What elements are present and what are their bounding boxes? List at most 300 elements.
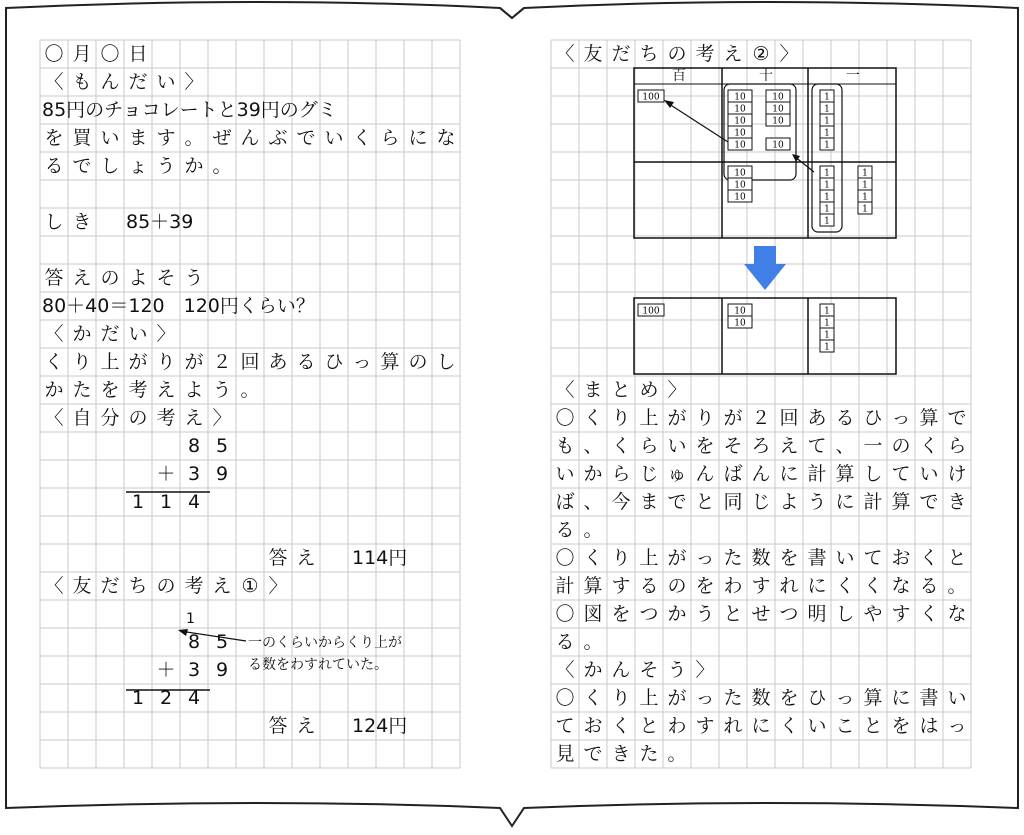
kadai-line-2-char: 。 <box>240 379 260 401</box>
kansou-line-char: に <box>751 715 771 737</box>
yosou-heading-char: の <box>100 267 120 289</box>
jibun-answer-label-char: 答 <box>268 547 288 569</box>
kansou-line-char: で <box>583 743 603 765</box>
tomo1-result-char: 1 <box>131 687 145 709</box>
mondai-line-3-char: ょ <box>128 155 148 177</box>
jibun-heading-char: 分 <box>100 407 120 429</box>
shiki-label-char: し <box>44 211 64 233</box>
jibun-result-char: 4 <box>187 491 201 513</box>
block-label: 1 <box>824 216 830 227</box>
kansou-line-char: 。 <box>667 743 687 765</box>
block-label: 1 <box>824 92 830 103</box>
yosou-heading-char: う <box>184 267 204 289</box>
kansou-line-char: を <box>891 715 911 737</box>
block-label: 10 <box>772 116 784 127</box>
matome-line-char: 〇 <box>555 603 575 625</box>
matome-line-char: く <box>919 603 939 625</box>
kansou-line-char: こ <box>835 715 855 737</box>
matome-line-char: そ <box>723 435 743 457</box>
kadai-line-1-char: く <box>44 351 64 373</box>
mondai-line-3-char: か <box>184 155 204 177</box>
block-label: 1 <box>824 330 830 341</box>
matome-line-char: い <box>919 463 939 485</box>
jibun-heading-char: の <box>128 407 148 429</box>
block-label: 1 <box>824 168 830 179</box>
kadai-line-2-char: た <box>72 379 92 401</box>
matome-line-char: れ <box>779 575 799 597</box>
matome-line-char: り <box>611 407 631 429</box>
matome-line-char: う <box>807 491 827 513</box>
kansou-line-char: わ <box>667 715 687 737</box>
matome-line-char: ろ <box>751 435 771 457</box>
mondai-line-2-char: す <box>156 127 176 149</box>
block-label: 10 <box>734 306 746 317</box>
kansou-line-char: く <box>611 715 631 737</box>
table-header-0: 百 <box>672 68 686 84</box>
mondai-line-2-char: に <box>408 127 428 149</box>
matome-line-char: 、 <box>835 435 855 457</box>
mondai-heading-char: ん <box>100 71 120 93</box>
matome-line-char: け <box>947 463 967 485</box>
tomo1-result-char: 4 <box>187 687 201 709</box>
matome-line-char: ら <box>639 435 659 457</box>
matome-line-char: く <box>611 435 631 457</box>
tomo2-heading-char: 〉 <box>779 43 799 65</box>
jibun-heading-char: 〉 <box>212 407 232 429</box>
yosou-heading-char: そ <box>156 267 176 289</box>
matome-line-char: で <box>947 407 967 429</box>
matome-line-char: う <box>695 603 715 625</box>
kansou-line-char: 書 <box>919 687 939 709</box>
matome-line-char: た <box>723 547 743 569</box>
mondai-line-3-char: し <box>100 155 120 177</box>
date-char: 日 <box>128 43 148 65</box>
matome-line-char: を <box>779 547 799 569</box>
matome-line-char: お <box>891 547 911 569</box>
mondai-line-3-char: う <box>156 155 176 177</box>
yosou-heading-char: よ <box>128 267 148 289</box>
mondai-line-3-char: る <box>44 155 64 177</box>
matome-line-char: る <box>919 575 939 597</box>
kansou-line-char: す <box>695 715 715 737</box>
matome-line-char: 数 <box>751 547 771 569</box>
matome-line-char: や <box>863 603 883 625</box>
tomo2-heading-char: ち <box>639 43 659 65</box>
block-label: 10 <box>734 318 746 329</box>
matome-line-char: い <box>555 463 575 485</box>
matome-line-char: り <box>611 547 631 569</box>
block-label: 1 <box>824 318 830 329</box>
tomo2-heading-char: 〈 <box>555 43 575 65</box>
matome-line-char: す <box>751 575 771 597</box>
tomo1-heading-char: ① <box>241 575 259 597</box>
matome-heading-char: と <box>611 379 631 401</box>
matome-line-char: を <box>695 575 715 597</box>
tomo1-top-char: 8 <box>187 631 201 653</box>
block-label: 1 <box>862 204 868 215</box>
matome-line-char: で <box>919 491 939 513</box>
mondai-heading-char: 〉 <box>184 71 204 93</box>
jibun-answer-value: 114円 <box>352 547 408 569</box>
matome-line-char: り <box>695 407 715 429</box>
matome-line-char: と <box>723 603 743 625</box>
kansou-line-char: っ <box>947 715 967 737</box>
block-label: 1 <box>824 104 830 115</box>
matome-line-char: の <box>891 435 911 457</box>
block-label: 10 <box>734 192 746 203</box>
kansou-line-char: い <box>947 687 967 709</box>
matome-line-char: な <box>891 575 911 597</box>
kansou-line-char: 〇 <box>555 687 575 709</box>
matome-line-char: 算 <box>835 463 855 485</box>
matome-line-char: つ <box>779 603 799 625</box>
matome-line-char: と <box>947 547 967 569</box>
matome-line-char: 明 <box>807 603 827 625</box>
shiki-expr: 85＋39 <box>126 211 194 233</box>
matome-line-char: ゅ <box>667 463 687 485</box>
kansou-heading-char: う <box>667 659 687 681</box>
kadai-line-1-char: が <box>184 351 204 373</box>
tomo1-heading-char: の <box>156 575 176 597</box>
kansou-heading-char: ん <box>611 659 631 681</box>
mondai-line-3-char: 。 <box>212 155 232 177</box>
tomo1-heading-char: 考 <box>184 575 204 597</box>
kadai-line-1-char: 算 <box>380 351 400 373</box>
matome-line-char: に <box>779 463 799 485</box>
matome-line-char: 図 <box>583 603 603 625</box>
matome-line-char: 。 <box>583 519 603 541</box>
block-label: 1 <box>862 192 868 203</box>
tomo2-heading-char: 考 <box>695 43 715 65</box>
matome-line-char: っ <box>891 407 911 429</box>
yosou-line: 80＋40＝120 120円くらい？ <box>42 295 315 317</box>
matome-heading-char: ま <box>583 379 603 401</box>
mondai-line-2-char: ん <box>240 127 260 149</box>
kadai-line-1-char: が <box>128 351 148 373</box>
kansou-line-char: を <box>779 687 799 709</box>
kansou-line-char: 算 <box>863 687 883 709</box>
tomo1-heading-char: 〉 <box>268 575 288 597</box>
block-label: 1 <box>824 204 830 215</box>
date-char: 〇 <box>44 43 64 65</box>
kansou-heading-char: か <box>583 659 603 681</box>
matome-line-char: ん <box>695 463 715 485</box>
kadai-heading-char: 〉 <box>156 323 176 345</box>
tomo2-heading-char: だ <box>611 43 631 65</box>
yosou-heading-char: 答 <box>44 267 64 289</box>
matome-line-char: じ <box>639 463 659 485</box>
kansou-line-char: く <box>583 687 603 709</box>
matome-line-char: も <box>555 435 575 457</box>
matome-line-char: な <box>947 603 967 625</box>
kadai-line-2-char: え <box>156 379 176 401</box>
block-label: 1 <box>824 128 830 139</box>
kadai-line-1-char: り <box>72 351 92 373</box>
kadai-line-1-char: 回 <box>240 351 260 373</box>
mondai-line-2-char: ら <box>380 127 400 149</box>
mondai-line-2-char: を <box>44 127 64 149</box>
kadai-line-2-char: 考 <box>128 379 148 401</box>
matome-line-char: く <box>863 575 883 597</box>
matome-line-char: 一 <box>863 435 883 457</box>
mondai-line-2-char: い <box>100 127 120 149</box>
matome-line-char: 。 <box>583 631 603 653</box>
matome-line-char: し <box>863 463 883 485</box>
kansou-line-char: て <box>555 715 575 737</box>
kansou-line-char: た <box>639 743 659 765</box>
kadai-line-1-char: っ <box>352 351 372 373</box>
matome-line-char: に <box>835 491 855 513</box>
matome-line-char: あ <box>807 407 827 429</box>
kansou-line-char: と <box>639 715 659 737</box>
kansou-line-char: く <box>779 715 799 737</box>
shiki-label-char: き <box>72 211 92 233</box>
tomo1-bottom-char: ＋ <box>156 659 176 681</box>
kadai-line-1-char: る <box>296 351 316 373</box>
kansou-line-char: は <box>919 715 939 737</box>
tomo1-heading-char: 友 <box>72 575 92 597</box>
matome-line-char: て <box>807 435 827 457</box>
block-label: 1 <box>824 342 830 353</box>
block-label: 10 <box>734 140 746 151</box>
matome-line-char: 計 <box>807 463 827 485</box>
kansou-heading-char: 〉 <box>695 659 715 681</box>
jibun-heading-char: え <box>184 407 204 429</box>
tomo1-heading-char: ち <box>128 575 148 597</box>
matome-line-char: 回 <box>779 407 799 429</box>
block-label: 10 <box>772 140 784 151</box>
kansou-line-char: お <box>583 715 603 737</box>
matome-line-char: く <box>835 575 855 597</box>
matome-line-char: と <box>695 491 715 513</box>
matome-line-char: 、 <box>583 491 603 513</box>
kansou-line-char: に <box>891 687 911 709</box>
kansou-line-char: り <box>611 687 631 709</box>
matome-line-char: ２ <box>751 407 771 429</box>
kadai-line-2-char: う <box>212 379 232 401</box>
matome-line-char: 、 <box>583 435 603 457</box>
jibun-result-char: 1 <box>131 491 145 513</box>
matome-line-char: る <box>555 519 575 541</box>
jibun-answer-label-char: え <box>296 547 316 569</box>
matome-line-char: 算 <box>891 491 911 513</box>
matome-line-char: く <box>919 547 939 569</box>
matome-line-char: 計 <box>863 491 883 513</box>
block-label: 1 <box>862 168 868 179</box>
mondai-line-3-char: で <box>72 155 92 177</box>
matome-line-char: る <box>639 575 659 597</box>
block-label: 10 <box>772 92 784 103</box>
kadai-line-1-char: の <box>408 351 428 373</box>
kansou-line-char: っ <box>835 687 855 709</box>
mondai-heading-char: 〈 <box>44 71 64 93</box>
tomo1-answer-value: 124円 <box>352 715 408 737</box>
block-label: 10 <box>734 180 746 191</box>
matome-line-char: が <box>667 547 687 569</box>
tomo1-heading-char: だ <box>100 575 120 597</box>
tomo1-top-char: 5 <box>215 631 229 653</box>
matome-line-char: で <box>667 491 687 513</box>
matome-line-char: し <box>835 603 855 625</box>
mondai-heading-char: だ <box>128 71 148 93</box>
kadai-line-1-char: し <box>436 351 456 373</box>
kansou-line-char: た <box>723 687 743 709</box>
kadai-heading-char: だ <box>100 323 120 345</box>
matome-line-char: が <box>667 407 687 429</box>
mondai-line-2-char: な <box>436 127 456 149</box>
jibun-top-char: 5 <box>215 435 229 457</box>
mondai-line-2-char: ぶ <box>268 127 288 149</box>
matome-line-char: が <box>723 407 743 429</box>
matome-line-char: く <box>919 435 939 457</box>
kadai-heading-char: い <box>128 323 148 345</box>
matome-line-char: ら <box>947 435 967 457</box>
matome-line-char: つ <box>639 603 659 625</box>
matome-line-char: ば <box>555 491 575 513</box>
kadai-line-2-char: か <box>44 379 64 401</box>
kansou-line-char: と <box>863 715 883 737</box>
matome-line-char: の <box>667 575 687 597</box>
matome-line-char: え <box>779 435 799 457</box>
mondai-heading-char: も <box>72 71 92 93</box>
matome-line-char: て <box>891 463 911 485</box>
jibun-heading-char: 考 <box>156 407 176 429</box>
matome-line-char: て <box>863 547 883 569</box>
matome-line-char: っ <box>695 547 715 569</box>
jibun-heading-char: 自 <box>72 407 92 429</box>
matome-line-char: 算 <box>919 407 939 429</box>
matome-line-char: わ <box>723 575 743 597</box>
matome-line-char: を <box>695 435 715 457</box>
kansou-line-char: 上 <box>639 687 659 709</box>
kadai-line-1-char: あ <box>268 351 288 373</box>
kadai-line-1-char: 上 <box>100 351 120 373</box>
block-label: 10 <box>734 92 746 103</box>
block-label: 1 <box>824 180 830 191</box>
tomo1-answer-label-char: 答 <box>268 715 288 737</box>
tomo1-bottom-char: 3 <box>187 659 201 681</box>
tomo1-heading-char: 〈 <box>44 575 64 597</box>
kansou-line-char: き <box>611 743 631 765</box>
matome-line-char: ん <box>751 463 771 485</box>
kadai-line-1-char: ２ <box>212 351 232 373</box>
tomo1-bottom-char: 9 <box>215 659 229 681</box>
block-label: 10 <box>734 104 746 115</box>
matome-line-char: く <box>583 547 603 569</box>
matome-line-char: き <box>947 491 967 513</box>
matome-line-char: す <box>611 575 631 597</box>
mondai-line-2-char: 買 <box>72 127 92 149</box>
jibun-top-char: 8 <box>187 435 201 457</box>
kansou-heading-char: そ <box>639 659 659 681</box>
mondai-line-2-char: く <box>352 127 372 149</box>
tomo2-heading-char: え <box>723 43 743 65</box>
block-label: 100 <box>642 92 660 103</box>
block-label: 1 <box>862 180 868 191</box>
matome-line-char: 〇 <box>555 547 575 569</box>
matome-line-char: す <box>891 603 911 625</box>
tomo1-note-2: る数をわすれていた。 <box>248 657 388 673</box>
kansou-line-char: い <box>807 715 827 737</box>
mondai-line-2-char: 。 <box>184 127 204 149</box>
matome-line-char: 書 <box>807 547 827 569</box>
kadai-heading-char: か <box>72 323 92 345</box>
matome-heading-char: め <box>639 379 659 401</box>
kadai-line-2-char: よ <box>184 379 204 401</box>
matome-line-char: か <box>667 603 687 625</box>
kadai-line-1-char: り <box>156 351 176 373</box>
kansou-line-char: ひ <box>807 687 827 709</box>
yosou-heading-char: え <box>72 267 92 289</box>
matome-line-char: に <box>807 575 827 597</box>
kansou-line-char: 数 <box>751 687 771 709</box>
tomo2-heading-char: 友 <box>583 43 603 65</box>
jibun-heading-char: 〈 <box>44 407 64 429</box>
mondai-line-2-char: い <box>324 127 344 149</box>
kansou-line-char: れ <box>723 715 743 737</box>
matome-heading-char: 〈 <box>555 379 575 401</box>
matome-line-char: ひ <box>863 407 883 429</box>
matome-line-char: よ <box>779 491 799 513</box>
matome-line-char: い <box>667 435 687 457</box>
matome-line-char: 上 <box>639 547 659 569</box>
block-label: 10 <box>734 116 746 127</box>
kadai-heading-char: 〈 <box>44 323 64 345</box>
matome-line-char: 今 <box>611 491 631 513</box>
kansou-line-char: っ <box>695 687 715 709</box>
mondai-line-1: 85円のチョコレートと39円のグミ <box>42 99 337 121</box>
kansou-line-char: 見 <box>555 743 575 765</box>
matome-line-char: る <box>555 631 575 653</box>
jibun-bottom-char: 3 <box>187 463 201 485</box>
block-label: 10 <box>734 168 746 179</box>
block-label: 1 <box>824 192 830 203</box>
tomo2-heading-char: ② <box>752 43 770 65</box>
matome-line-char: ま <box>639 491 659 513</box>
matome-line-char: る <box>835 407 855 429</box>
mondai-heading-char: い <box>156 71 176 93</box>
kadai-line-1-char: ひ <box>324 351 344 373</box>
matome-line-char: 〇 <box>555 407 575 429</box>
kansou-heading-char: 〈 <box>555 659 575 681</box>
date-char: 月 <box>72 43 92 65</box>
mondai-line-2-char: ま <box>128 127 148 149</box>
block-label: 100 <box>642 306 660 317</box>
block-label: 10 <box>772 104 784 115</box>
tomo1-note-1: 一のくらいからくり上が <box>248 635 402 651</box>
matome-line-char: せ <box>751 603 771 625</box>
matome-heading-char: 〉 <box>667 379 687 401</box>
matome-line-char: 。 <box>947 575 967 597</box>
table-header-2: 一 <box>846 68 860 84</box>
jibun-bottom-char: 9 <box>215 463 229 485</box>
matome-line-char: じ <box>751 491 771 513</box>
matome-line-char: 計 <box>555 575 575 597</box>
matome-line-char: ら <box>611 463 631 485</box>
tomo1-heading-char: え <box>212 575 232 597</box>
table-header-1: 十 <box>759 68 773 84</box>
kadai-line-2-char: を <box>100 379 120 401</box>
tomo1-result-char: 2 <box>159 687 173 709</box>
tomo2-heading-char: の <box>667 43 687 65</box>
mondai-line-2-char: ぜ <box>212 127 232 149</box>
jibun-bottom-char: ＋ <box>156 463 176 485</box>
matome-line-char: く <box>583 407 603 429</box>
matome-line-char: 上 <box>639 407 659 429</box>
block-label: 1 <box>824 306 830 317</box>
date-char: 〇 <box>100 43 120 65</box>
jibun-result-char: 1 <box>159 491 173 513</box>
